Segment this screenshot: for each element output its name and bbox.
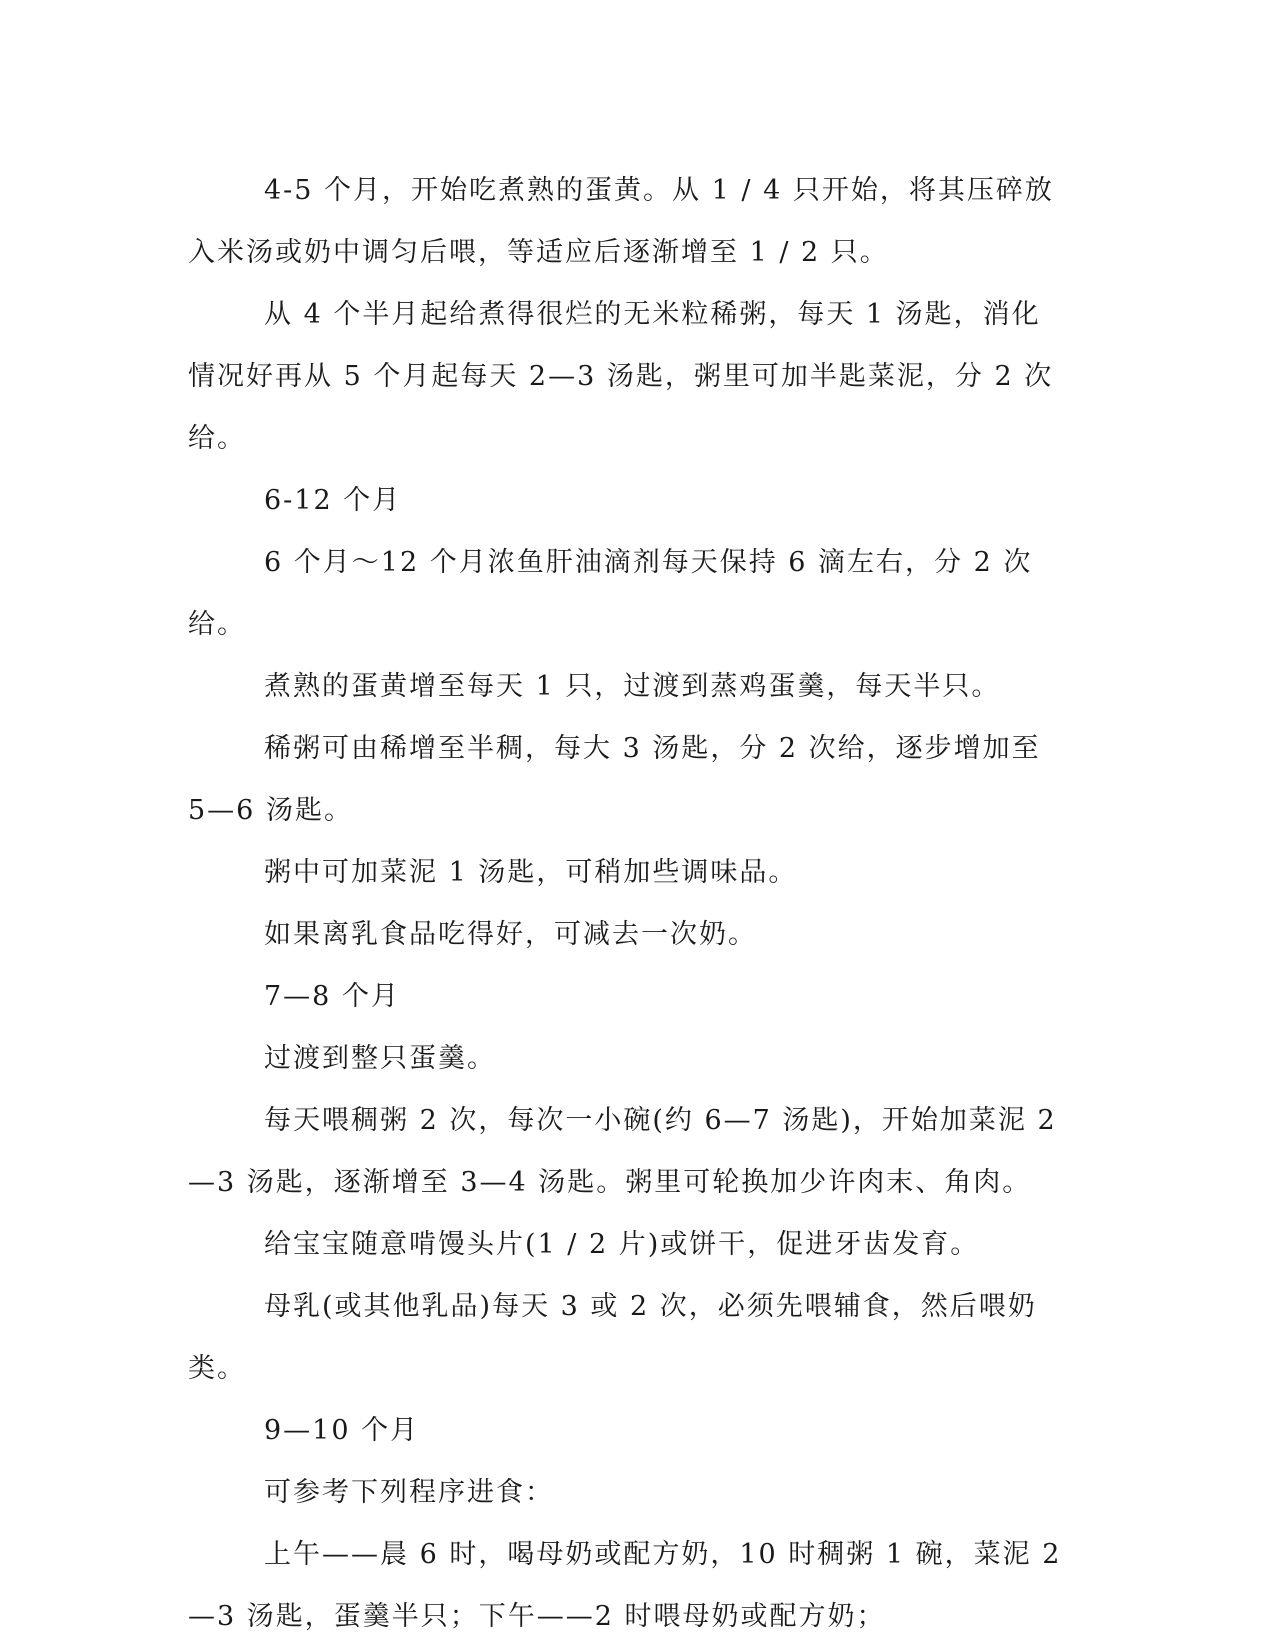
paragraph-teething-biscuits: 给宝宝随意啃馒头片(1 / 2 片)或饼干，促进牙齿发育。 xyxy=(264,1229,980,1260)
heading-7-8-months: 7—8 个月 xyxy=(264,981,400,1012)
heading-6-12-months: 6-12 个月 xyxy=(264,485,402,516)
paragraph-thicker-porridge: 稀粥可由稀增至半稠，每大 3 汤匙，分 2 次给，逐步增加至 5—6 汤匙。 xyxy=(188,733,1041,826)
paragraph-egg-custard: 煮熟的蛋黄增至每天 1 只，过渡到蒸鸡蛋羹，每天半只。 xyxy=(264,671,1001,702)
paragraph-4-5-months-egg-yolk: 4-5 个月，开始吃煮熟的蛋黄。从 1 / 4 只开始，将其压碎放入米汤或奶中调匀后喂，等适应后逐渐增至 1 / 2 只。 xyxy=(188,175,1054,268)
paragraph-breast-milk-order: 母乳(或其他乳品)每天 3 或 2 次，必须先喂辅食，然后喂奶类。 xyxy=(188,1291,1037,1384)
paragraph-porridge-from-4-5-months: 从 4 个半月起给煮得很烂的无米粒稀粥，每天 1 汤匙，消化情况好再从 5 个月起每天 2—3 汤匙，粥里可加半匙菜泥，分 2 次给。 xyxy=(188,299,1054,454)
paragraph-thick-porridge-twice: 每天喂稠粥 2 次，每次一小碗(约 6—7 汤匙)，开始加菜泥 2—3 汤匙，逐渐增至 3—4 汤匙。粥里可轮换加少许肉末、角肉。 xyxy=(188,1105,1057,1198)
paragraph-feeding-schedule-intro: 可参考下列程序进食： xyxy=(264,1477,554,1508)
paragraph-daily-schedule: 上午——晨 6 时，喝母奶或配方奶，10 时稠粥 1 碗，菜泥 2—3 汤匙，蛋羹半只；下午——2 时喂母奶或配方奶； xyxy=(188,1539,1062,1632)
paragraph-reduce-milk: 如果离乳食品吃得好，可减去一次奶。 xyxy=(264,919,757,950)
document-body xyxy=(188,160,1068,1648)
paragraph-whole-egg-custard: 过渡到整只蛋羹。 xyxy=(264,1043,496,1074)
paragraph-vegetable-puree: 粥中可加菜泥 1 汤匙，可稍加些调味品。 xyxy=(264,857,798,888)
paragraph-fish-oil-drops: 6 个月～12 个月浓鱼肝油滴剂每天保持 6 滴左右，分 2 次给。 xyxy=(188,547,1033,640)
heading-9-10-months: 9—10 个月 xyxy=(264,1415,420,1446)
